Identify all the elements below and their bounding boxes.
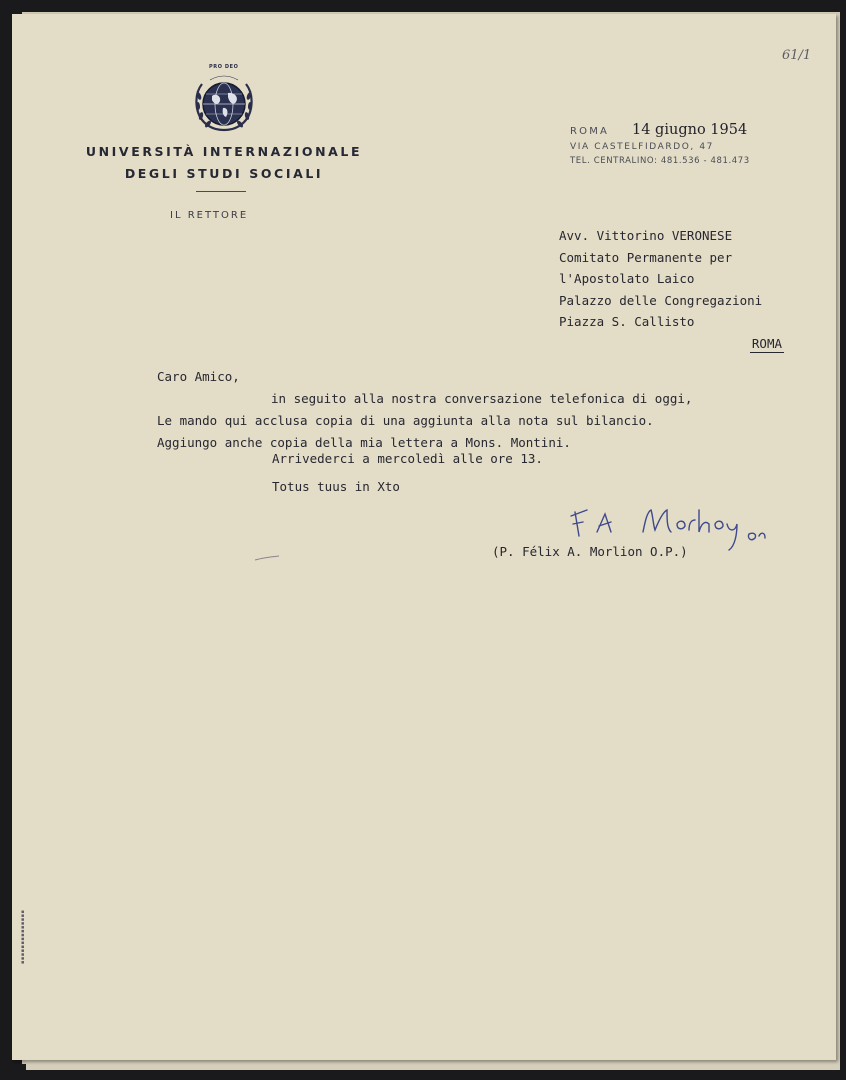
recipient-line-5: Piazza S. Callisto — [559, 314, 695, 329]
recipient-city-row — [559, 333, 809, 355]
pencil-tick-mark — [254, 546, 280, 552]
body-line-1: in seguito alla nostra conversazione telefonica di oggi, — [271, 391, 693, 406]
letterhead-phone: TEL. CENTRALINO: 481.536 - 481.473 — [570, 156, 750, 166]
typed-signature: (P. Félix A. Morlion O.P.) — [492, 544, 688, 559]
recipient-line-4: Palazzo delle Congregazioni — [559, 292, 763, 308]
archive-mark: 61/1 — [782, 48, 812, 63]
printer-mark: ▪▪▪▪▪▪▪▪▪▪▪▪▪▪ — [20, 909, 26, 964]
recipient-city: ROMA — [751, 335, 782, 351]
body-line-3: Aggiungo anche copia della mia lettera a Mons. Montini. — [157, 435, 571, 450]
letterhead-divider — [196, 191, 246, 192]
recipient-line-3: l'Apostolato Laico — [559, 271, 695, 286]
institution-name — [76, 141, 372, 185]
letterhead-street: VIA CASTELFIDARDO, 47 — [570, 142, 714, 152]
farewell-line: Arrivederci a mercoledì alle ore 13. — [272, 451, 543, 466]
letter-date: 14 giugno 1954 — [632, 122, 748, 138]
body-line-2: Le mando qui acclusa copia di una aggiunta alla nota sul bilancio. — [157, 413, 654, 428]
recipient-line-1: Avv. Vittorino VERONESE — [559, 228, 733, 243]
letter-sheet — [12, 14, 836, 1060]
letterhead-city: ROMA — [570, 126, 610, 137]
salutation: Caro Amico, — [157, 369, 240, 384]
letter-body — [157, 366, 692, 454]
institution-line-1: UNIVERSITÀ INTERNAZIONALE — [85, 144, 363, 159]
recipient-line-2: Comitato Permanente per — [559, 249, 733, 265]
closing-line: Totus tuus in Xto — [272, 479, 400, 494]
institution-line-2: DEGLI STUDI SOCIALI — [124, 166, 324, 181]
globe-logo-icon — [190, 66, 258, 138]
recipient-address — [559, 225, 809, 354]
office-title: IL RETTORE — [170, 210, 249, 221]
logo-text: PRO DEO — [209, 64, 239, 70]
